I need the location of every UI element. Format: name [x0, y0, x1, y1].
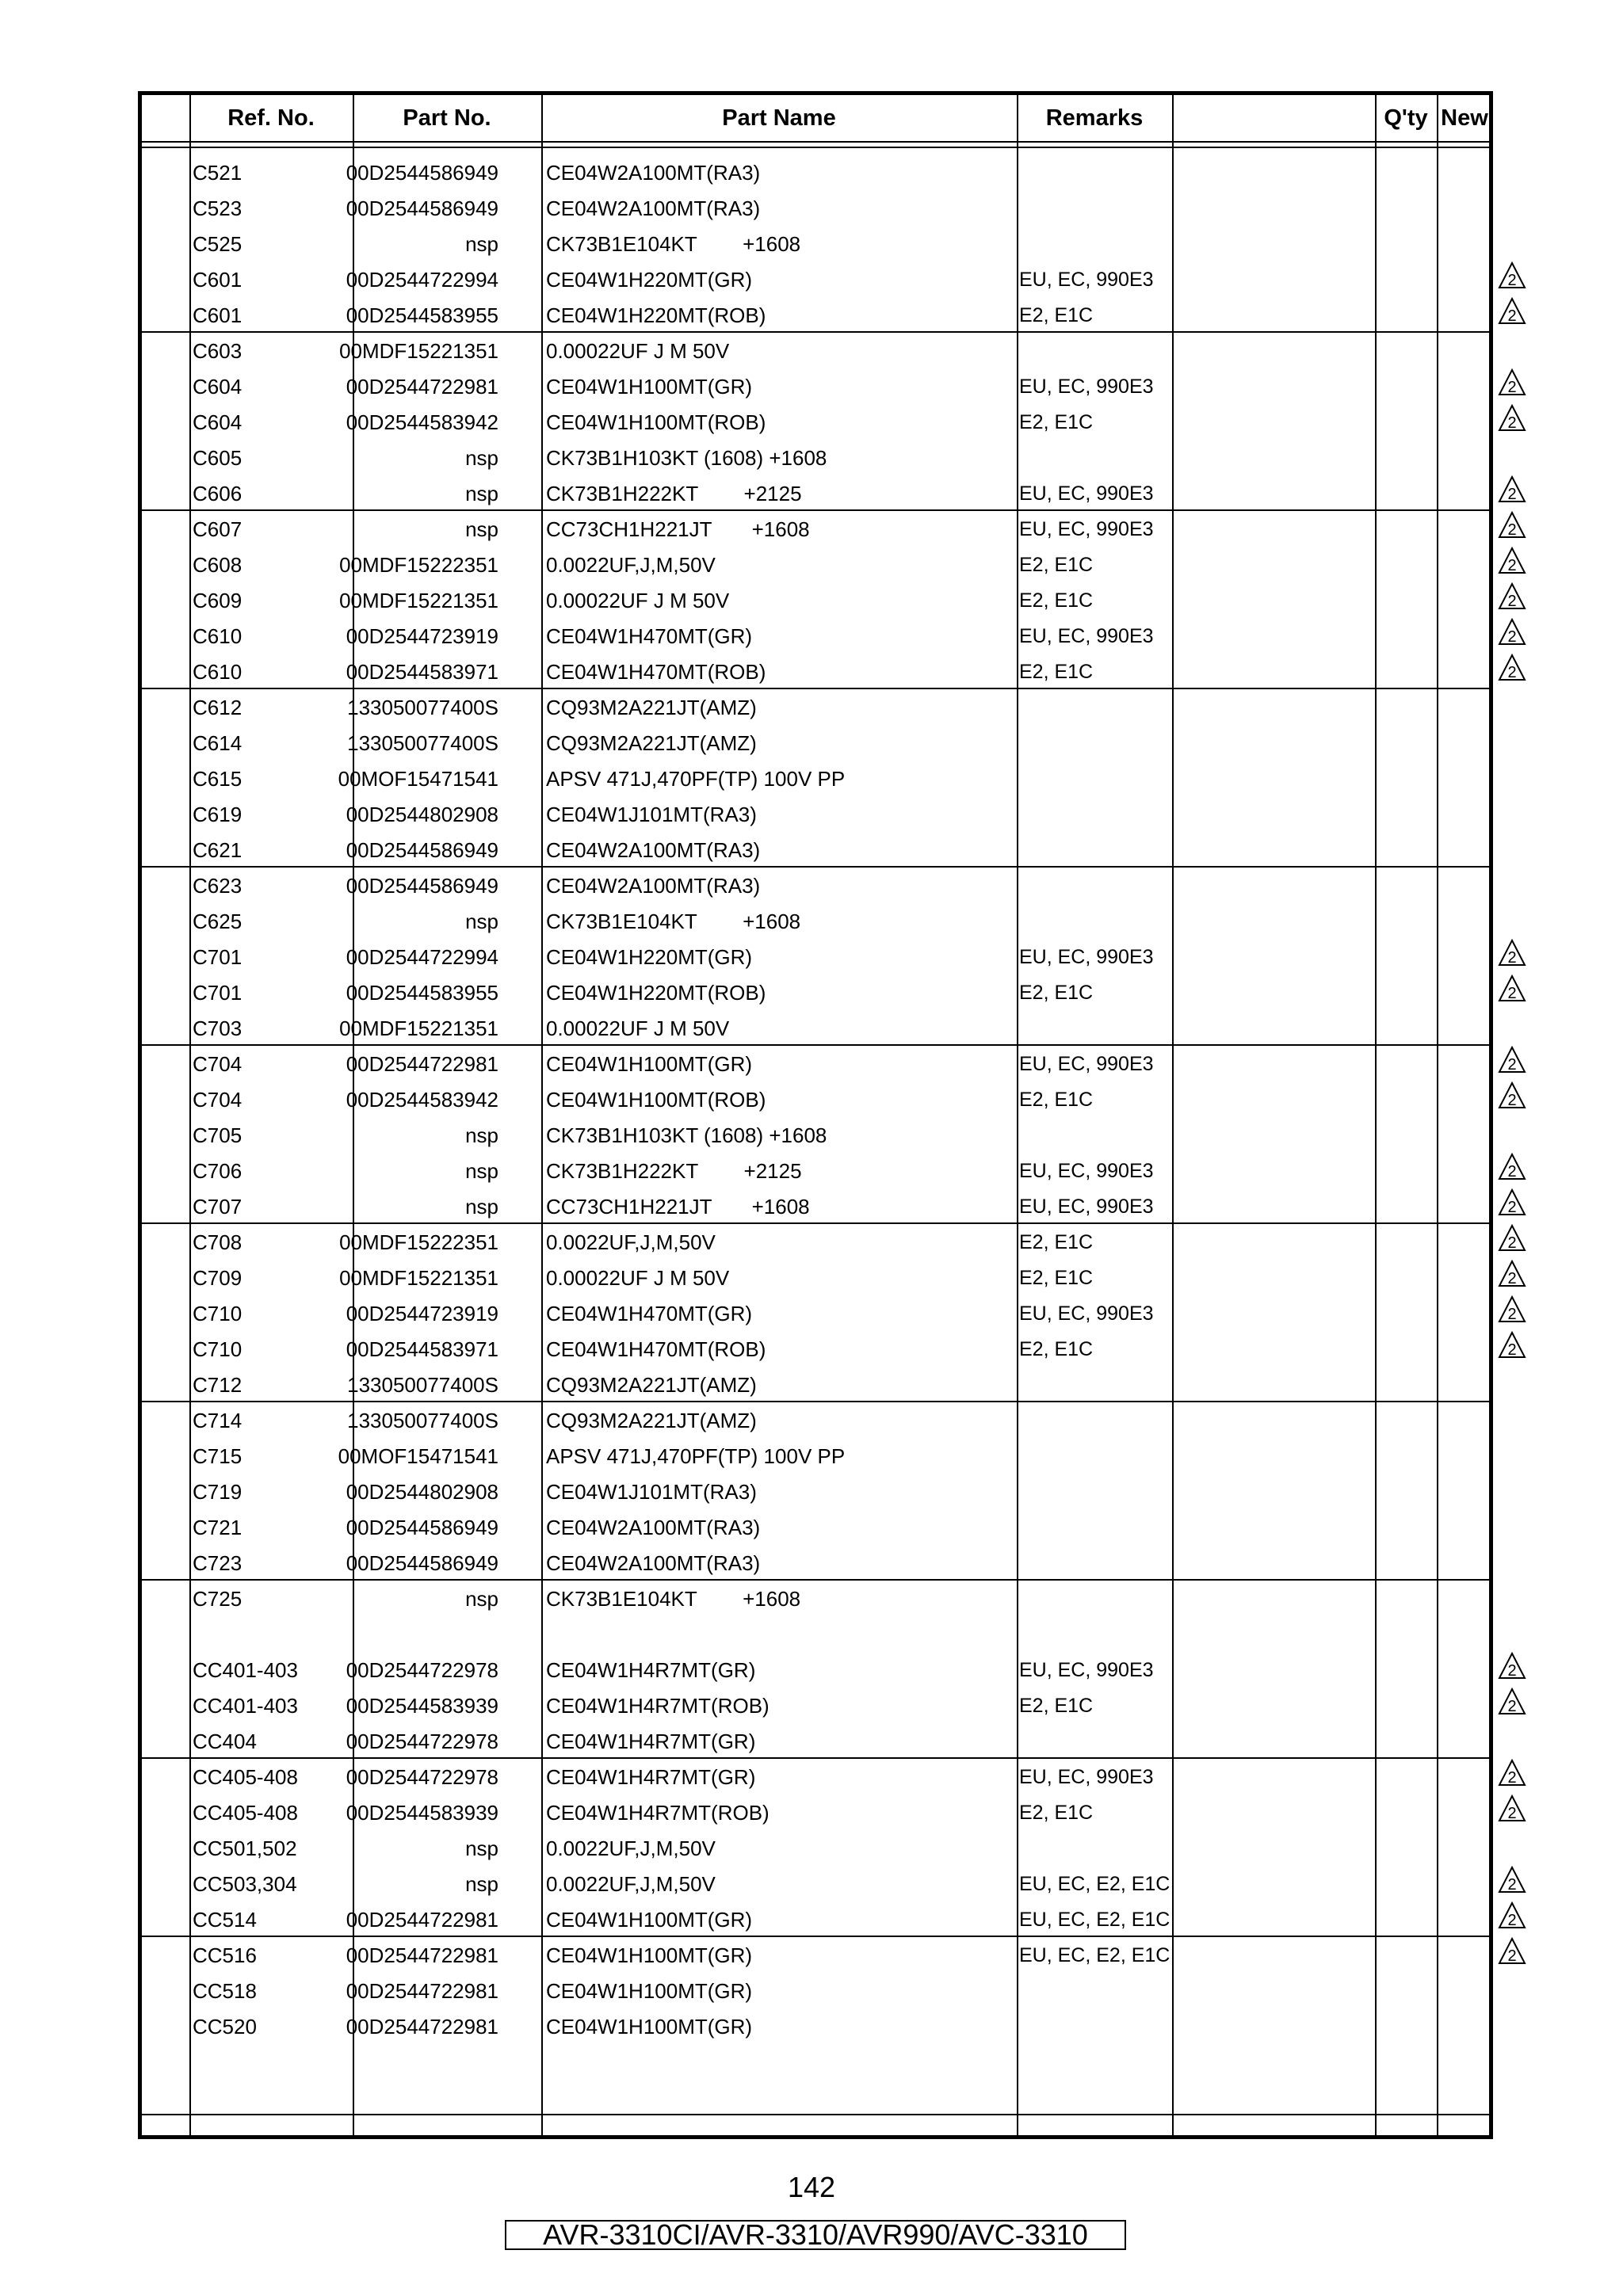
revision-triangle-icon	[1498, 618, 1526, 646]
part-no-cell: 00D2544722981	[346, 2015, 498, 2039]
part-name-cell: CQ93M2A221JT(AMZ)	[546, 1373, 757, 1397]
remarks-cell: E2, E1C	[1019, 1267, 1094, 1289]
part-no-cell: 00D2544722978	[346, 1730, 498, 1753]
svg-text:2: 2	[1507, 414, 1517, 432]
part-name-cell: CK73B1E104KT +1608	[546, 232, 801, 256]
svg-text:2: 2	[1507, 486, 1517, 503]
part-name-cell: CK73B1H103KT (1608) +1608	[546, 446, 827, 470]
remarks-cell: EU, EC, 990E3	[1019, 1160, 1154, 1182]
ref-no-cell: C706	[193, 1159, 242, 1183]
revision-triangle-icon	[1498, 1331, 1526, 1360]
ref-no-cell: C723	[193, 1551, 242, 1575]
part-name-cell: CE04W1H100MT(GR)	[546, 1943, 753, 1967]
ref-no-cell: C610	[193, 624, 242, 648]
remarks-cell: EU, EC, 990E3	[1019, 1766, 1154, 1788]
header-ref-no: Ref. No.	[227, 105, 315, 131]
part-name-cell: CC73CH1H221JT +1608	[546, 1195, 810, 1219]
part-name-cell: APSV 471J,470PF(TP) 100V PP	[546, 1444, 846, 1468]
part-name-cell: CE04W2A100MT(RA3)	[546, 874, 761, 898]
remarks-cell: EU, EC, 990E3	[1019, 269, 1154, 291]
remarks-cell: E2, E1C	[1019, 1695, 1094, 1717]
revision-triangle-icon	[1498, 1794, 1526, 1823]
svg-text:2: 2	[1507, 1947, 1517, 1965]
part-name-cell: CQ93M2A221JT(AMZ)	[546, 696, 757, 719]
remarks-cell: E2, E1C	[1019, 411, 1094, 433]
revision-triangle-icon	[1498, 511, 1526, 540]
remarks-cell: EU, EC, 990E3	[1019, 376, 1154, 398]
revision-triangle-icon	[1498, 974, 1526, 1003]
svg-text:2: 2	[1507, 272, 1517, 289]
svg-text:2: 2	[1507, 593, 1517, 610]
remarks-cell: EU, EC, 990E3	[1019, 946, 1154, 968]
part-name-cell: CE04W1H470MT(GR)	[546, 624, 753, 648]
part-no-cell: 00D2544722978	[346, 1658, 498, 1682]
ref-no-cell: C704	[193, 1088, 242, 1112]
ref-no-cell: CC405-408	[193, 1801, 298, 1825]
ref-no-cell: CC401-403	[193, 1658, 298, 1682]
header-rule	[142, 147, 1489, 148]
ref-no-cell: C703	[193, 1016, 242, 1040]
part-no-cell: 00D2544583955	[346, 981, 498, 1005]
ref-no-cell: C701	[193, 981, 242, 1005]
part-name-cell: CK73B1H222KT +2125	[546, 482, 802, 505]
part-no-cell: 00MDF15222351	[339, 553, 498, 577]
header-remarks: Remarks	[1045, 105, 1144, 131]
part-name-cell: CE04W2A100MT(RA3)	[546, 196, 761, 220]
part-no-cell: 00D2544722981	[346, 375, 498, 399]
ref-no-cell: C712	[193, 1373, 242, 1397]
svg-text:2: 2	[1507, 1270, 1517, 1287]
ref-no-cell: C701	[193, 945, 242, 969]
remarks-cell: EU, EC, 990E3	[1019, 1659, 1154, 1681]
svg-text:2: 2	[1507, 1056, 1517, 1074]
remarks-cell: E2, E1C	[1019, 1231, 1094, 1253]
header-qty: Q'ty	[1384, 105, 1428, 131]
revision-triangle-icon	[1498, 939, 1526, 967]
remarks-cell: EU, EC, 990E3	[1019, 482, 1154, 505]
svg-text:2: 2	[1507, 985, 1517, 1002]
part-no-cell: 00D2544722978	[346, 1765, 498, 1789]
part-name-cell: CE04W1H100MT(GR)	[546, 1052, 753, 1076]
svg-text:2: 2	[1507, 949, 1517, 967]
part-name-cell: CC73CH1H221JT +1608	[546, 517, 810, 541]
svg-text:2: 2	[1507, 628, 1517, 646]
svg-text:2: 2	[1507, 557, 1517, 574]
part-name-cell: CE04W1H100MT(ROB)	[546, 410, 766, 434]
part-name-cell: 0.0022UF,J,M,50V	[546, 1836, 716, 1860]
part-name-cell: 0.00022UF J M 50V	[546, 1016, 730, 1040]
part-name-cell: 0.0022UF,J,M,50V	[546, 1872, 716, 1896]
revision-triangle-icon	[1498, 297, 1526, 326]
ref-no-cell: CC405-408	[193, 1765, 298, 1789]
part-name-cell: CE04W1H4R7MT(ROB)	[546, 1694, 769, 1718]
part-no-cell: 00D2544583939	[346, 1801, 498, 1825]
part-name-cell: CE04W2A100MT(RA3)	[546, 1516, 761, 1539]
part-no-cell: 00D2544722994	[346, 945, 498, 969]
parts-list-table	[138, 91, 1493, 2139]
ref-no-cell: CC520	[193, 2015, 257, 2039]
revision-triangle-icon	[1498, 1046, 1526, 1074]
part-no-cell: nsp	[465, 446, 498, 470]
remarks-cell: EU, EC, 990E3	[1019, 1302, 1154, 1325]
header-part-no: Part No.	[403, 105, 491, 131]
ref-no-cell: C615	[193, 767, 242, 791]
part-name-cell: CE04W1H100MT(GR)	[546, 1979, 753, 2003]
part-no-cell: 00MDF15221351	[339, 1016, 498, 1040]
remarks-cell: EU, EC, 990E3	[1019, 1053, 1154, 1075]
ref-no-cell: C601	[193, 268, 242, 292]
revision-triangle-icon	[1498, 368, 1526, 397]
revision-triangle-icon	[1498, 1901, 1526, 1930]
part-no-cell: nsp	[465, 517, 498, 541]
ref-no-cell: C607	[193, 517, 242, 541]
ref-no-cell: C709	[193, 1266, 242, 1290]
part-no-cell: 00MDF15221351	[339, 1266, 498, 1290]
ref-no-cell: C715	[193, 1444, 242, 1468]
part-no-cell: 00D2544722981	[346, 1908, 498, 1932]
part-name-cell: CE04W1H100MT(GR)	[546, 1908, 753, 1932]
part-no-cell: 00D2544723919	[346, 624, 498, 648]
part-no-cell: nsp	[465, 1195, 498, 1219]
revision-triangle-icon	[1498, 404, 1526, 433]
part-no-cell: 00D2544586949	[346, 874, 498, 898]
ref-no-cell: C707	[193, 1195, 242, 1219]
remarks-cell: EU, EC, E2, E1C	[1019, 1909, 1170, 1931]
revision-triangle-icon	[1498, 1153, 1526, 1181]
part-name-cell: CE04W1H470MT(ROB)	[546, 660, 766, 684]
svg-text:2: 2	[1507, 379, 1517, 396]
part-no-cell: nsp	[465, 482, 498, 505]
part-name-cell: 0.00022UF J M 50V	[546, 589, 730, 612]
ref-no-cell: C606	[193, 482, 242, 505]
part-no-cell: 133050077400S	[347, 1373, 498, 1397]
part-name-cell: CQ93M2A221JT(AMZ)	[546, 731, 757, 755]
part-no-cell: nsp	[465, 1159, 498, 1183]
part-no-cell: 00D2544722994	[346, 268, 498, 292]
part-name-cell: APSV 471J,470PF(TP) 100V PP	[546, 767, 846, 791]
part-name-cell: CE04W1H4R7MT(GR)	[546, 1658, 756, 1682]
ref-no-cell: C614	[193, 731, 242, 755]
svg-text:2: 2	[1507, 1662, 1517, 1680]
part-no-cell: 00D2544722981	[346, 1943, 498, 1967]
part-name-cell: CK73B1E104KT +1608	[546, 910, 801, 933]
ref-no-cell: C705	[193, 1123, 242, 1147]
part-no-cell: 00MOF15471541	[338, 1444, 498, 1468]
revision-triangle-icon	[1498, 654, 1526, 682]
ref-no-cell: C708	[193, 1230, 242, 1254]
part-no-cell	[308, 1617, 498, 1653]
remarks-cell: EU, EC, E2, E1C	[1019, 1944, 1170, 1966]
revision-triangle-icon	[1498, 582, 1526, 611]
part-no-cell: 00MDF15221351	[339, 589, 498, 612]
column-divider	[541, 95, 543, 2135]
part-no-cell: 00D2544583942	[346, 1088, 498, 1112]
part-no-cell: nsp	[465, 1123, 498, 1147]
svg-text:2: 2	[1507, 521, 1517, 539]
part-no-cell: nsp	[465, 910, 498, 933]
ref-no-cell: CC518	[193, 1979, 257, 2003]
column-divider	[1437, 95, 1438, 2135]
ref-no-cell: C721	[193, 1516, 242, 1539]
revision-triangle-icon	[1498, 1759, 1526, 1787]
remarks-cell: E2, E1C	[1019, 304, 1094, 326]
column-divider	[1375, 95, 1377, 2135]
ref-no-cell: C521	[193, 161, 242, 185]
revision-triangle-icon	[1498, 1688, 1526, 1716]
svg-text:2: 2	[1507, 1912, 1517, 1929]
revision-triangle-icon	[1498, 1295, 1526, 1324]
ref-no-cell: C704	[193, 1052, 242, 1076]
part-no-cell: 133050077400S	[347, 731, 498, 755]
ref-no-cell: C621	[193, 838, 242, 862]
part-name-cell: CE04W1H220MT(ROB)	[546, 981, 766, 1005]
part-name-cell: 0.00022UF J M 50V	[546, 339, 730, 363]
part-name-cell: 0.0022UF,J,M,50V	[546, 1230, 716, 1254]
part-no-cell: 00D2544722981	[346, 1979, 498, 2003]
revision-triangle-icon	[1498, 1224, 1526, 1253]
remarks-cell: E2, E1C	[1019, 1802, 1094, 1824]
part-name-cell: CK73B1H103KT (1608) +1608	[546, 1123, 827, 1147]
remarks-cell: E2, E1C	[1019, 1089, 1094, 1111]
ref-no-cell: C605	[193, 446, 242, 470]
svg-text:2: 2	[1507, 1341, 1517, 1359]
part-no-cell: 00MOF15471541	[338, 767, 498, 791]
remarks-cell: E2, E1C	[1019, 589, 1094, 612]
remarks-cell: EU, EC, 990E3	[1019, 518, 1154, 540]
part-no-cell: 00MDF15221351	[339, 339, 498, 363]
header-part-name: Part Name	[722, 105, 836, 131]
header-new: New	[1441, 105, 1488, 131]
part-name-cell: CE04W1H470MT(ROB)	[546, 1337, 766, 1361]
part-name-cell: CE04W1H4R7MT(ROB)	[546, 1801, 769, 1825]
revision-triangle-icon	[1498, 1937, 1526, 1966]
ref-no-cell: CC401-403	[193, 1694, 298, 1718]
part-name-cell: CE04W1H220MT(GR)	[546, 268, 753, 292]
remarks-cell: E2, E1C	[1019, 554, 1094, 576]
svg-text:2: 2	[1507, 1092, 1517, 1109]
part-name-cell: CE04W1H4R7MT(GR)	[546, 1730, 756, 1753]
svg-text:2: 2	[1507, 1805, 1517, 1822]
part-no-cell: nsp	[465, 1872, 498, 1896]
ref-no-cell: C608	[193, 553, 242, 577]
part-name-cell: 0.00022UF J M 50V	[546, 1266, 730, 1290]
part-name-cell: CE04W1J101MT(RA3)	[546, 803, 757, 826]
part-no-cell: 00D2544722981	[346, 1052, 498, 1076]
part-no-cell: nsp	[465, 232, 498, 256]
remarks-cell: E2, E1C	[1019, 1338, 1094, 1360]
ref-no-cell: C625	[193, 910, 242, 933]
part-no-cell: 00D2544583942	[346, 410, 498, 434]
ref-no-cell: C612	[193, 696, 242, 719]
ref-no-cell: CC501,502	[193, 1836, 297, 1860]
ref-no-cell: C710	[193, 1337, 242, 1361]
ref-no-cell: C710	[193, 1302, 242, 1325]
svg-text:2: 2	[1507, 1163, 1517, 1180]
page-number: 142	[787, 2171, 836, 2203]
part-no-cell: 00D2544583971	[346, 1337, 498, 1361]
svg-text:2: 2	[1507, 1876, 1517, 1894]
header-rule	[142, 141, 1489, 143]
part-no-cell: 00D2544802908	[346, 1480, 498, 1504]
part-name-cell: CE04W2A100MT(RA3)	[546, 838, 761, 862]
part-name-cell: 0.0022UF,J,M,50V	[546, 553, 716, 577]
revision-triangle-icon	[1498, 1260, 1526, 1288]
ref-no-cell: C601	[193, 303, 242, 327]
revision-triangle-icon	[1498, 1866, 1526, 1894]
ref-no-cell: CC516	[193, 1943, 257, 1967]
ref-no-cell: CC503,304	[193, 1872, 297, 1896]
ref-no-cell: C725	[193, 1587, 242, 1611]
part-no-cell: 00D2544586949	[346, 1516, 498, 1539]
column-divider	[1172, 95, 1174, 2135]
part-no-cell: 133050077400S	[347, 696, 498, 719]
revision-triangle-icon	[1498, 1652, 1526, 1680]
part-name-cell: CE04W1H4R7MT(GR)	[546, 1765, 756, 1789]
part-name-cell: CQ93M2A221JT(AMZ)	[546, 1409, 757, 1432]
svg-text:2: 2	[1507, 1698, 1517, 1715]
column-divider	[1017, 95, 1018, 2135]
remarks-cell: EU, EC, E2, E1C	[1019, 1873, 1170, 1895]
ref-no-cell: C525	[193, 232, 242, 256]
part-name-cell: CE04W1J101MT(RA3)	[546, 1480, 757, 1504]
ref-no-cell: C623	[193, 874, 242, 898]
model-name: AVR-3310CI/AVR-3310/AVR990/AVC-3310	[505, 2220, 1126, 2250]
svg-text:2: 2	[1507, 307, 1517, 325]
svg-text:2: 2	[1507, 664, 1517, 681]
part-name-cell: CE04W1H100MT(GR)	[546, 2015, 753, 2039]
revision-triangle-icon	[1498, 1081, 1526, 1110]
part-no-cell: 00D2544586949	[346, 1551, 498, 1575]
part-no-cell: 00D2544586949	[346, 838, 498, 862]
ref-no-cell: C719	[193, 1480, 242, 1504]
part-name-cell: CE04W1H220MT(GR)	[546, 945, 753, 969]
part-no-cell: nsp	[465, 1836, 498, 1860]
part-name-cell: CE04W2A100MT(RA3)	[546, 161, 761, 185]
part-no-cell: 00D2544802908	[346, 803, 498, 826]
ref-no-cell: C609	[193, 589, 242, 612]
part-no-cell: 133050077400S	[347, 1409, 498, 1432]
part-name-cell: CE04W1H100MT(GR)	[546, 375, 753, 399]
ref-no-cell: C604	[193, 375, 242, 399]
ref-no-cell: CC404	[193, 1730, 257, 1753]
remarks-cell: E2, E1C	[1019, 982, 1094, 1004]
part-name-cell: CE04W1H100MT(ROB)	[546, 1088, 766, 1112]
ref-no-cell: C610	[193, 660, 242, 684]
svg-text:2: 2	[1507, 1234, 1517, 1252]
ref-no-cell: C714	[193, 1409, 242, 1432]
revision-triangle-icon	[1498, 547, 1526, 575]
part-no-cell: 00MDF15222351	[339, 1230, 498, 1254]
part-name-cell: CK73B1H222KT +2125	[546, 1159, 802, 1183]
part-no-cell: 00D2544586949	[346, 161, 498, 185]
part-name-cell: CE04W2A100MT(RA3)	[546, 1551, 761, 1575]
part-no-cell: nsp	[465, 1587, 498, 1611]
part-no-cell: 00D2544723919	[346, 1302, 498, 1325]
revision-triangle-icon	[1498, 1188, 1526, 1217]
remarks-cell: EU, EC, 990E3	[1019, 625, 1154, 647]
remarks-cell: E2, E1C	[1019, 661, 1094, 683]
part-name-cell: CK73B1E104KT +1608	[546, 1587, 801, 1611]
revision-triangle-icon	[1498, 475, 1526, 504]
column-divider	[189, 95, 191, 2135]
part-no-cell: 00D2544583939	[346, 1694, 498, 1718]
part-no-cell: 00D2544583955	[346, 303, 498, 327]
ref-no-cell: C619	[193, 803, 242, 826]
part-no-cell: 00D2544586949	[346, 196, 498, 220]
group-rule	[142, 2114, 1489, 2115]
part-no-cell: 00D2544583971	[346, 660, 498, 684]
part-name-cell: CE04W1H470MT(GR)	[546, 1302, 753, 1325]
ref-no-cell: CC514	[193, 1908, 257, 1932]
ref-no-cell: C523	[193, 196, 242, 220]
part-name-cell: CE04W1H220MT(ROB)	[546, 303, 766, 327]
ref-no-cell: C604	[193, 410, 242, 434]
revision-triangle-icon	[1498, 261, 1526, 290]
ref-no-cell: C603	[193, 339, 242, 363]
svg-text:2: 2	[1507, 1306, 1517, 1323]
remarks-cell: EU, EC, 990E3	[1019, 1196, 1154, 1218]
svg-text:2: 2	[1507, 1769, 1517, 1787]
svg-text:2: 2	[1507, 1199, 1517, 1216]
